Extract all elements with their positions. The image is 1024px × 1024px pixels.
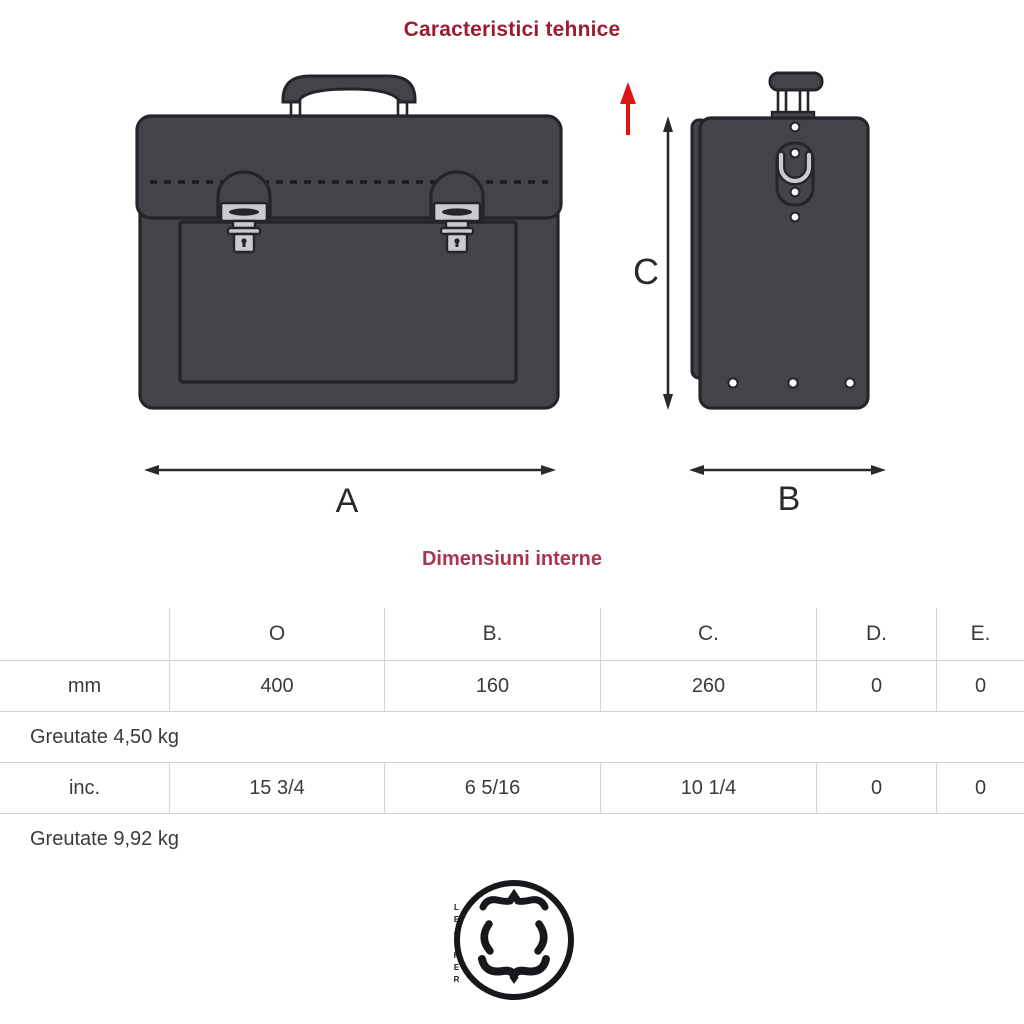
unit-cell: mm [67,674,102,697]
header-cell-e: E. [936,608,1024,660]
dimension-arrow-a [144,465,556,475]
value-cell: 10 1/4 [600,763,816,813]
value-cell: 260 [600,661,816,711]
table-row-inches [0,763,1024,814]
leather-logo [452,878,577,1003]
value-cell: 0 [816,763,936,813]
front-handle [283,76,415,118]
dimension-arrow-c [663,116,673,410]
value-cell: 0 [936,763,1024,813]
value-cell: 6 5/16 [384,763,600,813]
value-cell: 400 [169,661,384,711]
dimension-arrow-b [689,465,886,475]
unit-cell: inc. [68,776,101,799]
leather-logo-text: LEATHER [452,903,461,987]
front-flap [137,116,561,218]
weight-imperial-row: Greutate 9,92 kg [30,827,179,850]
dimension-label-c: C [633,251,659,292]
header-cell-c: C. [600,608,816,660]
table-title: Dimensiuni interne [421,548,603,570]
value-cell: 15 3/4 [169,763,384,813]
side-handle [770,73,822,120]
weight-metric-row: Greutate 4,50 kg [0,712,1024,763]
value-cell: 160 [384,661,600,711]
header-cell-d: D. [816,608,936,660]
briefcase-technical-drawing [0,60,1024,530]
dimension-label-a: A [335,482,359,520]
red-up-arrow-icon [620,82,636,135]
briefcase-side-view [620,73,886,518]
header-cell-o: O [169,608,384,660]
header-cell-b: B. [384,608,600,660]
dimension-label-b: B [777,480,801,518]
table-header-row [0,608,1024,661]
value-cell: 0 [936,661,1024,711]
value-cell: 0 [816,661,936,711]
table-row-mm [0,661,1024,712]
dimensions-table [0,608,1024,864]
page-title: Caracteristici tehnice [403,18,621,41]
header-empty-cell [0,608,169,660]
briefcase-front-view [137,76,561,520]
